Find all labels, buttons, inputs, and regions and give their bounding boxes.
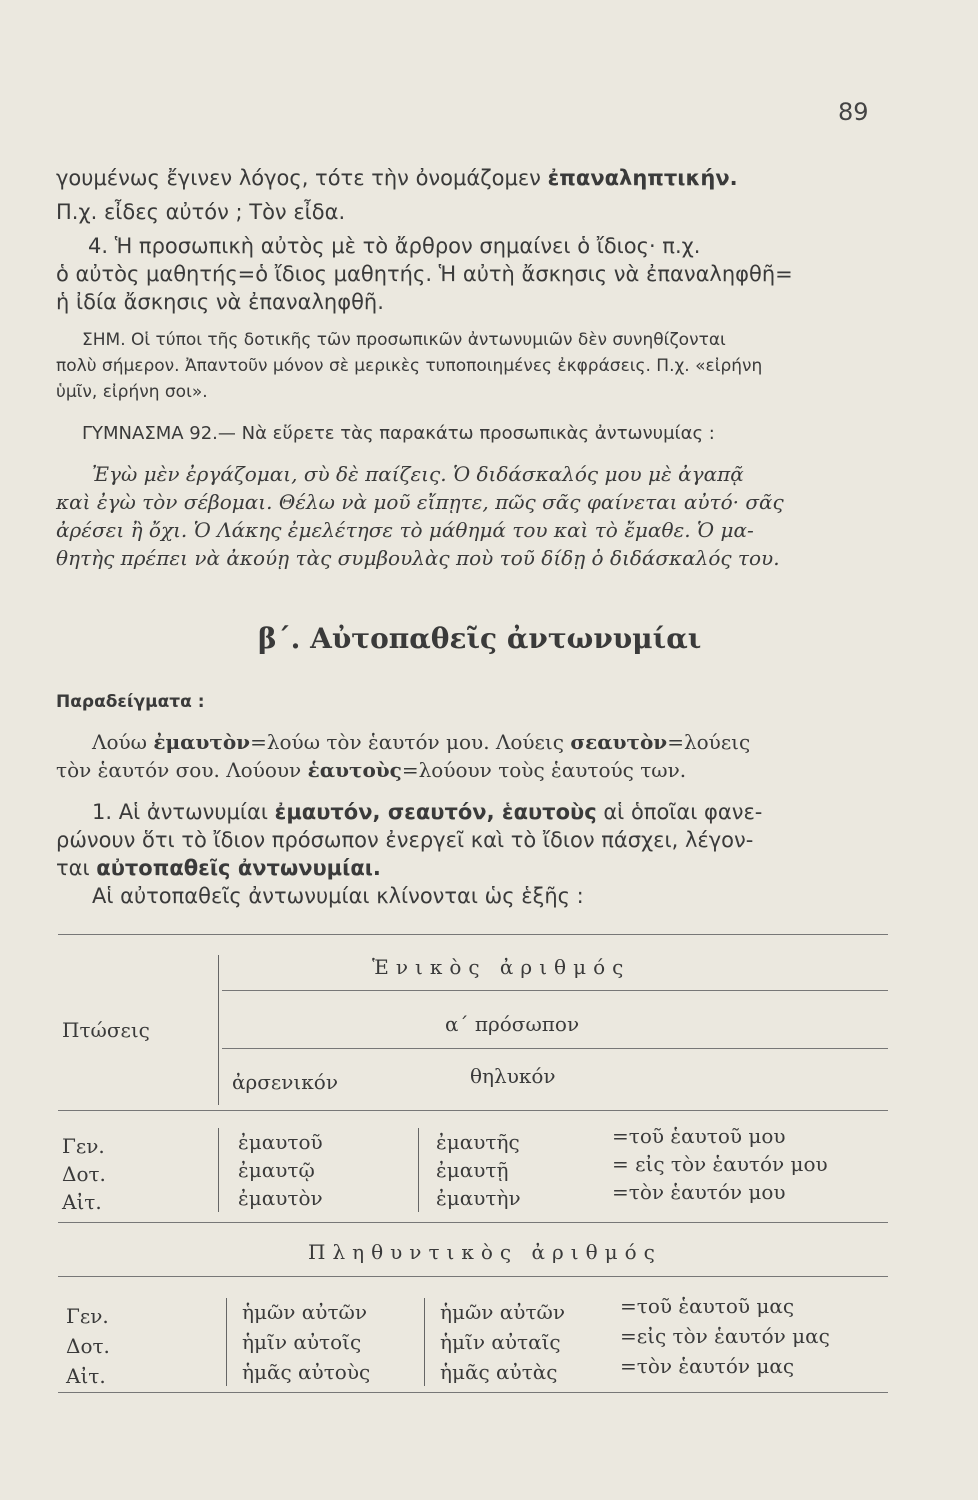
note-line-2: πολὺ σήμερον. Ἀπαντοῦν μόνον σὲ μερικὲς τυποποιημένες ἐκφράσεις. Π.χ. «εἰρήνη	[56, 356, 763, 376]
form-fem: ἐμαυτῇ	[436, 1158, 509, 1182]
vbar	[418, 1128, 419, 1212]
form-fem: ἐμαυτῆς	[436, 1130, 520, 1154]
case-acc: Αἰτ.	[66, 1364, 106, 1388]
form-masc: ἡμῖν αὐτοῖς	[242, 1330, 362, 1354]
fem-header: θηλυκόν	[470, 1064, 556, 1088]
cases-header: Πτώσεις	[62, 1018, 150, 1042]
singular-header: Ἑνικὸς ἀριθμός	[372, 955, 631, 979]
exercise-line-4: θητὴς πρέπει νὰ ἀκούῃ τὰς συμβουλὰς ποὺ τοῦ δίδῃ ὁ διδάσκαλός του.	[56, 546, 780, 570]
form-fem: ἡμῶν αὐτῶν	[440, 1300, 565, 1324]
masc-header: ἀρσενικόν	[232, 1070, 338, 1094]
page-number: 89	[838, 98, 869, 126]
vbar	[226, 1298, 227, 1386]
table-divider	[218, 955, 219, 1105]
form-gloss: = εἰς τὸν ἑαυτόν μου	[612, 1152, 828, 1176]
exercise-line-2: καὶ ἐγὼ τὸν σέβομαι. Θέλω νὰ μοῦ εἴπῃτε, πῶς σᾶς φαίνεται αὐτό· σᾶς	[56, 490, 784, 514]
case-gen: Γεν.	[66, 1304, 109, 1328]
form-masc: ἐμαυτὸν	[238, 1186, 323, 1210]
term-reflexives: ἐμαυτόν, σεαυτόν, ἑαυτοὺς	[274, 800, 597, 824]
table-bottom-rule	[58, 1392, 888, 1393]
section-heading: β΄. Αὐτοπαθεῖς ἀντωνυμίαι	[258, 622, 702, 655]
plural-header: Πληθυντικὸς ἀριθμός	[308, 1240, 662, 1264]
exercise-line-1: Ἐγὼ μὲν ἐργάζομαι, σὺ δὲ παίζεις. Ὁ διδάσκαλός μου μὲ ἀγαπᾷ	[92, 462, 744, 486]
rule	[58, 1110, 888, 1111]
term-autopatheis: αὐτοπαθεῖς ἀντωνυμίαι.	[96, 856, 381, 880]
rule	[222, 1048, 888, 1049]
rule	[58, 1276, 888, 1277]
form-gloss: =τοῦ ἑαυτοῦ μου	[612, 1124, 786, 1148]
table-top-rule	[58, 934, 888, 935]
form-gloss: =τὸν ἑαυτόν μας	[620, 1354, 795, 1378]
rule	[222, 990, 888, 991]
form-masc: ἡμᾶς αὐτοὺς	[242, 1360, 371, 1384]
form-gloss: =τὸν ἑαυτόν μου	[612, 1180, 786, 1204]
exercise-title: ΓΥΜΝΑΣΜΑ 92.— Νὰ εὕρετε τὰς παρακάτω προσωπικὰς ἀντωνυμίας :	[82, 423, 715, 444]
person-header: α΄ πρόσωπον	[445, 1012, 580, 1036]
rule	[58, 1222, 888, 1223]
vbar	[218, 1128, 219, 1212]
form-masc: ἐμαυτῷ	[238, 1158, 315, 1182]
intro-line-4: ὁ αὐτὸς μαθητής=ὁ ἴδιος μαθητής. Ἡ αὐτὴ ἄσκησις νὰ ἐπαναληφθῆ=	[56, 262, 793, 286]
term-epanaleptiken: ἐπαναληπτικήν.	[547, 166, 738, 190]
term-heautous: ἑαυτοὺς	[307, 758, 402, 782]
vbar	[424, 1298, 425, 1386]
form-fem: ἐμαυτὴν	[436, 1186, 521, 1210]
form-gloss: =τοῦ ἑαυτοῦ μας	[620, 1294, 795, 1318]
form-masc: ἐμαυτοῦ	[238, 1130, 323, 1154]
form-fem: ἡμῖν αὐταῖς	[440, 1330, 561, 1354]
case-dat: Δοτ.	[62, 1162, 106, 1186]
intro-line-5: ἡ ἰδία ἄσκησις νὰ ἐπαναληφθῆ.	[56, 290, 384, 314]
form-fem: ἡμᾶς αὐτὰς	[440, 1360, 558, 1384]
case-acc: Αἰτ.	[62, 1190, 102, 1214]
term-emauton: ἐμαυτὸν	[153, 730, 251, 754]
case-gen: Γεν.	[62, 1134, 105, 1158]
intro-line-1: γουμένως ἔγινεν λόγος, τότε τὴν ὀνομάζομεν	[56, 166, 548, 190]
form-gloss: =εἰς τὸν ἑαυτόν μας	[620, 1324, 830, 1348]
intro-line-2: Π.χ. εἶδες αὐτόν ; Τὸν εἶδα.	[56, 200, 346, 224]
case-dat: Δοτ.	[66, 1334, 110, 1358]
note-line-3: ὑμῖν, εἰρήνη σοι».	[56, 382, 208, 402]
note-line-1: ΣΗΜ. Οἱ τύποι τῆς δοτικῆς τῶν προσωπικῶν ἀντωνυμιῶν δὲν συνηθίζονται	[82, 330, 726, 350]
intro-line-3: 4. Ἡ προσωπικὴ αὐτὸς μὲ τὸ ἄρθρον σημαίνει ὁ ἴδιος· π.χ.	[88, 234, 701, 258]
examples-label: Παραδείγματα :	[56, 692, 205, 712]
term-seauton: σεαυτὸν	[570, 730, 668, 754]
exercise-line-3: ἀρέσει ἢ ὄχι. Ὁ Λάκης ἐμελέτησε τὸ μάθημά του καὶ τὸ ἔμαθε. Ὁ μα-	[56, 518, 754, 542]
form-masc: ἡμῶν αὐτῶν	[242, 1300, 367, 1324]
